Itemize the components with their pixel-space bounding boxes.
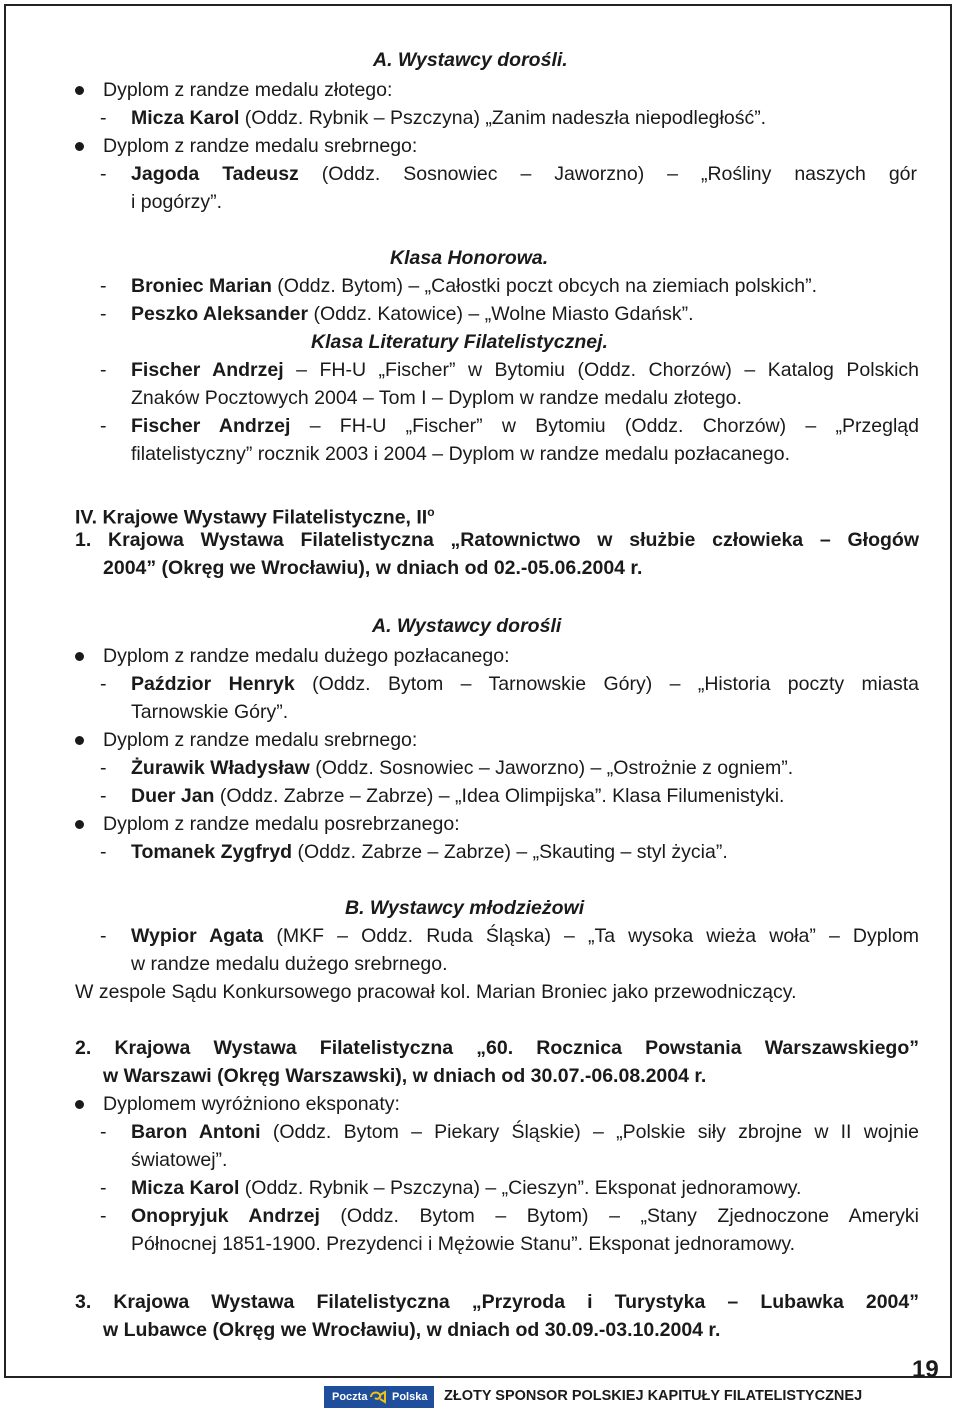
- dash: -: [100, 785, 107, 807]
- dash: -: [100, 1205, 107, 1227]
- bullet: [75, 1100, 84, 1109]
- exhibition-title: 1. Krajowa Wystawa Filatelistyczna „Ratownictwo w służbie człowieka – Głogów: [75, 529, 919, 551]
- list-item-continued: i pogórzy”.: [131, 191, 223, 213]
- list-item: Żurawik Władysław (Oddz. Sosnowiec – Jaworzno) – „Ostrożnie z ogniem”.: [131, 757, 794, 779]
- dash: -: [100, 107, 107, 129]
- list-item: Peszko Aleksander (Oddz. Katowice) – „Wolne Miasto Gdańsk”.: [131, 303, 694, 325]
- bullet: [75, 142, 84, 151]
- list-item-continued: Tarnowskie Góry”.: [131, 701, 289, 723]
- list-item: Onopryjuk Andrzej (Oddz. Bytom – Bytom) – „Stany Zjednoczone Ameryki: [131, 1205, 919, 1227]
- page-number: 19: [912, 1356, 939, 1383]
- jury-note: W zespole Sądu Konkursowego pracował kol. Marian Broniec jako przewodniczący.: [75, 981, 797, 1003]
- list-item: Paździor Henryk (Oddz. Bytom – Tarnowskie Góry) – „Historia poczty miasta: [131, 673, 919, 695]
- award-label: Dyplom z randze medalu srebrnego:: [103, 729, 418, 751]
- bullet: [75, 86, 84, 95]
- list-item: Broniec Marian (Oddz. Bytom) – „Całostki poczt obcych na ziemiach polskich”.: [131, 275, 817, 297]
- dash: -: [100, 841, 107, 863]
- list-item-continued: Północnej 1851-1900. Prezydenci i Mężowie Stanu”. Eksponat jednoramowy.: [131, 1233, 796, 1255]
- section-heading: A. Wystawcy dorośli.: [373, 49, 568, 71]
- dash: -: [100, 163, 107, 185]
- award-label: Dyplomem wyróżniono eksponaty:: [103, 1093, 400, 1115]
- dash: -: [100, 303, 107, 325]
- class-heading: Klasa Honorowa.: [390, 247, 549, 269]
- dash: -: [100, 925, 107, 947]
- list-item: Micza Karol (Oddz. Rybnik – Pszczyna) „Zanim nadeszła niepodległość”.: [131, 107, 767, 129]
- dash: -: [100, 359, 107, 381]
- list-item: Duer Jan (Oddz. Zabrze – Zabrze) – „Idea Olimpijska”. Klasa Filumenistyki.: [131, 785, 785, 807]
- list-item: Baron Antoni (Oddz. Bytom – Piekary Śląskie) – „Polskie siły zbrojne w II wojnie: [131, 1121, 919, 1143]
- dash: -: [100, 673, 107, 695]
- section-heading: A. Wystawcy dorośli: [372, 615, 562, 637]
- list-item: Micza Karol (Oddz. Rybnik – Pszczyna) – „Cieszyn”. Eksponat jednoramowy.: [131, 1177, 802, 1199]
- list-item: Tomanek Zygfryd (Oddz. Zabrze – Zabrze) – „Skauting – styl życia”.: [131, 841, 728, 863]
- class-heading: Klasa Literatury Filatelistycznej.: [311, 331, 608, 353]
- section-heading: B. Wystawcy młodzieżowi: [345, 897, 585, 919]
- award-label: Dyplom z randze medalu posrebrzanego:: [103, 813, 460, 835]
- list-item-continued: filatelistyczny” rocznik 2003 i 2004 – Dyplom w randze medalu pozłacanego.: [131, 443, 791, 465]
- award-label: Dyplom z randze medalu złotego:: [103, 79, 393, 101]
- exhibition-title: 2. Krajowa Wystawa Filatelistyczna „60. Rocznica Powstania Warszawskiego”: [75, 1037, 919, 1059]
- dash: -: [100, 757, 107, 779]
- dash: -: [100, 1177, 107, 1199]
- dash: -: [100, 415, 107, 437]
- list-item: Fischer Andrzej – FH-U „Fischer” w Bytomiu (Oddz. Chorzów) – Katalog Polskich: [131, 359, 919, 381]
- dash: -: [100, 275, 107, 297]
- list-item: Wypior Agata (MKF – Oddz. Ruda Śląska) – „Ta wysoka wieża woła” – Dyplom: [131, 925, 919, 947]
- list-item-continued: w randze medalu dużego srebrnego.: [131, 953, 448, 975]
- award-label: Dyplom z randze medalu dużego pozłacanego:: [103, 645, 510, 667]
- exhibition-title-continued: 2004” (Okręg we Wrocławiu), w dniach od 02.-05.06.2004 r.: [103, 557, 643, 579]
- list-item: Fischer Andrzej – FH-U „Fischer” w Bytomiu (Oddz. Chorzów) – „Przegląd: [131, 415, 919, 437]
- bullet: [75, 736, 84, 745]
- award-label: Dyplom z randze medalu srebrnego:: [103, 135, 418, 157]
- bullet: [75, 652, 84, 661]
- exhibition-title-continued: w Warszawi (Okręg Warszawski), w dniach od 30.07.-06.08.2004 r.: [103, 1065, 707, 1087]
- exhibition-title-continued: w Lubawce (Okręg we Wrocławiu), w dniach od 30.09.-03.10.2004 r.: [103, 1319, 721, 1341]
- exhibition-title: 3. Krajowa Wystawa Filatelistyczna „Przyroda i Turystyka – Lubawka 2004”: [75, 1291, 919, 1313]
- list-item-continued: Znaków Pocztowych 2004 – Tom I – Dyplom w randze medalu złotego.: [131, 387, 742, 409]
- list-item-continued: światowej”.: [131, 1149, 228, 1171]
- post-horn-icon: [370, 1390, 386, 1404]
- dash: -: [100, 1121, 107, 1143]
- list-item: Jagoda Tadeusz (Oddz. Sosnowiec – Jaworzno) – „Rośliny naszych gór: [131, 163, 917, 185]
- sponsor-text: ZŁOTY SPONSOR POLSKIEJ KAPITUŁY FILATELISTYCZNEJ: [444, 1388, 863, 1404]
- chapter-heading: IV. Krajowe Wystawy Filatelistyczne, $II^o$: [75, 505, 435, 529]
- poczta-polska-logo: Poczta Polska: [324, 1386, 434, 1408]
- bullet: [75, 820, 84, 829]
